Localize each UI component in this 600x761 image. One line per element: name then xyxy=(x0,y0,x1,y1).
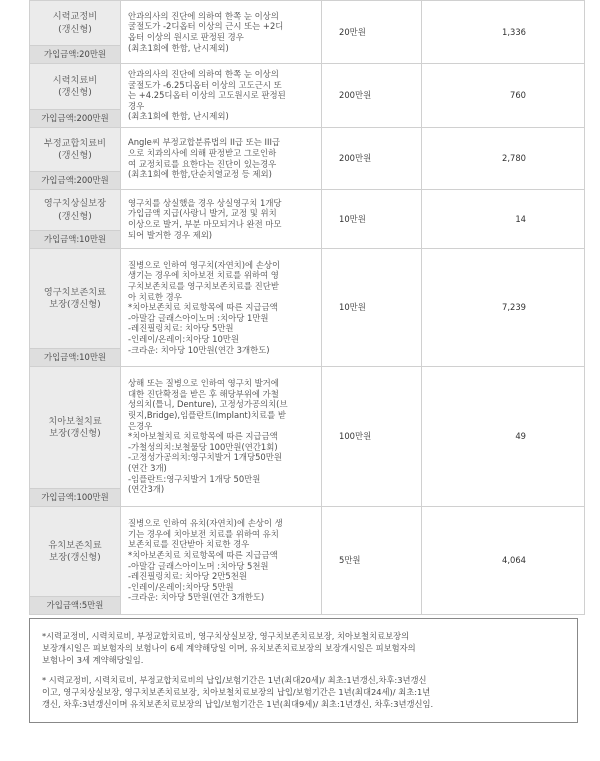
note-payment-period: * 시력교정비, 시력치료비, 부정교합치료비의 납입/보험기간은 1년(최대20세)/ 최초:1년갱신,차후:3년갱신 이고, 영구치상실보장, 영구치보존치료보장, 치아보철치료보장의 납입/보험기간은 1년(최대24세)/ 최초:1년 갱신, 차후:3년갱신이며 유치보존치료보장의 납입/보험기간은 1년(최대9세)/ 최초:1년갱신, 차후:3년갱신임. xyxy=(42,675,434,709)
coverage-description: 상해 또는 질병으로 인하여 영구치 발거에 대한 진단확정을 받은 후 해당부위에 가철 성의치(틀니, Denture), 고정성가공의치(브 릿지,Bridge),임플란트(Implant)치료를 받 은경우 *치아보철치료 치료항목에 따른 지급금액 -가철성의치:보철물당 100만원(연간1회) -고정성가공의치:영구치발거 1개당50만원 (연간 3개) -임플란트:영구치발거 1개당 50만원 (연간3개) xyxy=(121,367,322,507)
join-amount-label: 가입금액:200만원 xyxy=(30,171,120,189)
payout-amount: 100만원 xyxy=(322,367,422,507)
claim-count: 49 xyxy=(422,367,585,507)
coverage-description: 안과의사의 진단에 의하여 한쪽 눈 이상의 굴절도가 -2디옵터 이상의 근시 또는 +2디 옵터 이상의 원시로 판정된 경우 (최초1회에 한함, 난시제외) xyxy=(121,1,322,64)
coverage-title: 영구치보존치료 보장(갱신형) xyxy=(43,286,107,310)
coverage-description: Angle씨 부정교합분류법의 II급 또는 III급 으로 치과의사에 의해 판정받고 그로인하 여 교정치료를 요한다는 진단이 있는경우 (최초1회에 한함,단순치열교정 등 제외) xyxy=(121,128,322,190)
payout-amount: 200만원 xyxy=(322,64,422,128)
coverage-title: 부정교합치료비 (갱신형) xyxy=(43,137,107,161)
coverage-description: 질병으로 인하여 유치(자연치)에 손상이 생 기는 경우에 치아보전 치료를 위하여 유치 보존치료를 진단받아 치료한 경우 *치아보존치료 치료항목에 따른 지급금액 -아말감 글래스아이노머 :치아당 5천원 -레진필링치료: 치아당 2만5천원 -인레이/온레이:치아당 5만원 -크라운: 치아당 5만원(연간 3개한도) xyxy=(121,507,322,615)
coverage-description: 질병으로 인하여 영구치(자연치)에 손상이 생기는 경우에 치아보전 치료를 위하여 영 구치보존치료를 영구치보존치료를 진단받 아 치료한 경우 *치아보존치료 치료항목에 따른 지급금액 -아말감 글래스아이노머 :치아당 1만원 -레진필링치료: 치아당 5만원 -인레이/온레이:치아당 10만원 -크라운: 치아당 10만원(연간 3개한도) xyxy=(121,249,322,367)
coverage-name-cell xyxy=(30,249,121,367)
join-amount-label: 가입금액:100만원 xyxy=(30,488,120,506)
note-age-start: *시력교정비, 시력치료비, 부정교합치료비, 영구치상실보장, 영구치보존치료보장, 치아보철치료보장의 보장개시일은 피보험자의 보험나이 6세 계약해당일 이며, 유치보존치료보장의 보장개시일은 피보험자의 보험나이 3세 계약해당일임. xyxy=(42,631,416,665)
coverage-table xyxy=(29,0,585,615)
coverage-title: 유치보존치료 보장(갱신형) xyxy=(48,539,102,563)
table-row xyxy=(30,1,585,64)
notes-box xyxy=(29,618,578,723)
coverage-title: 시력치료비 (갱신형) xyxy=(52,74,98,98)
payout-amount: 200만원 xyxy=(322,128,422,190)
join-amount-label: 가입금액:10만원 xyxy=(30,230,120,248)
coverage-name-cell xyxy=(30,64,121,128)
payout-amount: 10만원 xyxy=(322,190,422,249)
table-row xyxy=(30,249,585,367)
table-row xyxy=(30,190,585,249)
join-amount-label: 가입금액:20만원 xyxy=(30,45,120,63)
table-row xyxy=(30,128,585,190)
join-amount-label: 가입금액:200만원 xyxy=(30,109,120,127)
coverage-name-cell xyxy=(30,190,121,249)
coverage-title: 치아보철치료 보장(갱신형) xyxy=(48,415,102,439)
coverage-name-cell xyxy=(30,1,121,64)
claim-count: 7,239 xyxy=(422,249,585,367)
payout-amount: 20만원 xyxy=(322,1,422,64)
claim-count: 2,780 xyxy=(422,128,585,190)
payout-amount: 5만원 xyxy=(322,507,422,615)
payout-amount: 10만원 xyxy=(322,249,422,367)
coverage-name-cell xyxy=(30,128,121,190)
claim-count: 4,064 xyxy=(422,507,585,615)
coverage-title: 시력교정비 (갱신형) xyxy=(52,11,98,35)
claim-count: 760 xyxy=(422,64,585,128)
join-amount-label: 가입금액:5만원 xyxy=(30,596,120,614)
coverage-name-cell xyxy=(30,507,121,615)
join-amount-label: 가입금액:10만원 xyxy=(30,348,120,366)
table-row xyxy=(30,507,585,615)
coverage-description: 안과의사의 진단에 의하여 한쪽 눈 이상의 굴절도가 -6.25디옵터 이상의 고도근시 또 는 +4.25디옵터 이상의 고도원시로 판정된 경우 (최초1회에 한함, 난시제외) xyxy=(121,64,322,128)
table-row xyxy=(30,367,585,507)
coverage-name-cell xyxy=(30,367,121,507)
coverage-description: 영구치를 상실했을 경우 상실영구치 1개당 가입금액 지급(사랑니 발거, 교정 및 위치 이상으로 발거, 부분 마모되거나 완전 마모 되어 발거한 경우 제외) xyxy=(121,190,322,249)
claim-count: 1,336 xyxy=(422,1,585,64)
table-row xyxy=(30,64,585,128)
claim-count: 14 xyxy=(422,190,585,249)
coverage-title: 영구치상실보장 (갱신형) xyxy=(43,198,107,222)
